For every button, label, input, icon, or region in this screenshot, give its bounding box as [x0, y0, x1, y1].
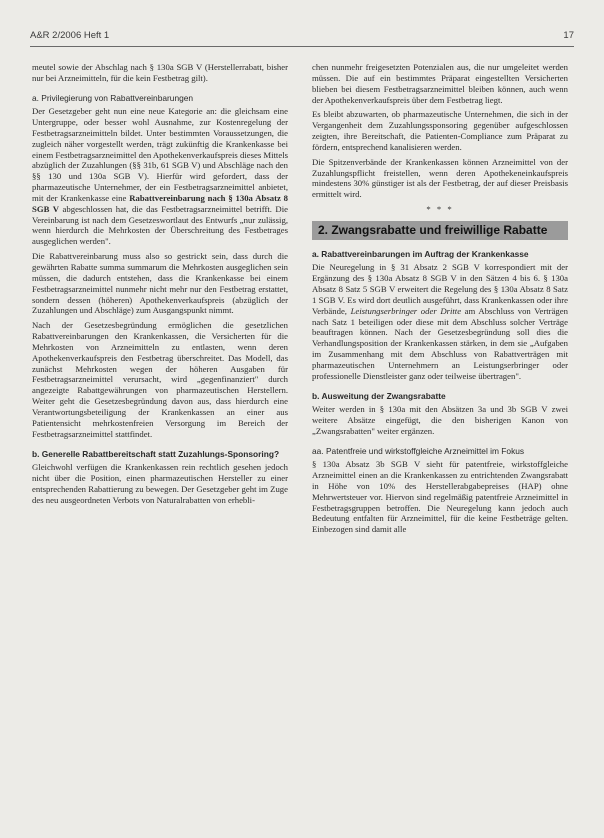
paragraph: chen nunmehr freigesetzten Potenzialen aus, die nur umgeleitet werden müssen. Die auf ein bestimmtes Präparat eingestellten Versicherten blieben bei diesem Festbetragsarzneimittel bleiben können, auch wenn der Apothekenverkaufspreis über dem Festbetrag liegt.: [312, 62, 568, 105]
paragraph: Die Rabattvereinbarung muss also so gestrickt sein, dass durch die gewährten Rabatte summa summarum die Mehrkosten ausgeglichen sein müssen, die dadurch entstehen, dass die Krankenkasse bei einem Festbetragsarzneimittel nunmehr nicht mehr nur den Festbetrag erstattet, sondern dessen (höheren) Apothekenverkaufspreis (abzüglich der Zuzahlungen und Abschläge) zum Ausgangspunkt nimmt.: [32, 251, 288, 316]
section-title: 2. Zwangsrabatte und freiwillige Rabatte: [312, 221, 568, 240]
paragraph: [312, 262, 568, 381]
subheading-b: b. Generelle Rabattbereitschaft statt Zuzahlungs-Sponsoring?: [32, 448, 280, 459]
text-run: am Abschluss von Verträgen nach Satz 1 beteiligen oder diese mit dem Abschluss solcher Verträge beauftragen können. Nach der Gesetzesbegründung soll dies die Verhandlungsposition der Krankenkassen stärken, in dem sie „Aufgaben im Zusammenhang mit dem Abschluss von Rabattverträgen mit pharmazeutischen Unternehmern an Leistungserbringer oder professionelle Dienstleister ganz oder teilweise übertragen".: [312, 305, 568, 381]
paragraph: § 130a Absatz 3b SGB V sieht für patentfreie, wirkstoffgleiche Arzneimittel einen an die Krankenkassen zu entrichtenden Zwangsrabatt in Höhe von 10% des Herstellerabgabepreises (HAP) ohne Mehrwertsteuer vor. Hiervon sind regelmäßig patentfreie Arzneimittel in Festbetragsgruppen betroffen. Die Neuregelung kann jedoch auch Bedeutung entfalten für Arzneimittel, für die keine Festbeträge gelten. Einbezogen sind damit alle: [312, 459, 568, 535]
paragraph: [32, 106, 288, 247]
text-run: abgeschlossen hat, die das Festbetragsarzneimittel betrifft. Die Vereinbarung ist nach dem Gesetzeswortlaut des Entwurfs „nur zulässig, wenn hierdurch die Mehrkosten der Überschreitung des Festbetrages ausgeglichen werden".: [32, 203, 288, 247]
text-run: Die Neuregelung in § 31 Absatz 2 SGB V korrespondiert mit der Ergänzung des § 130a Absatz 8 SGB V in den Sätzen 4 bis 6. § 130a Absatz 8 Satz 5 SGB V erweitert die Regelung des § 130a Absatz 8 Satz 1 SGB V. Es wird dort deutlich ausgeführt, dass Krankenkassen oder ihre Verbände,: [312, 262, 568, 316]
paragraph: Die Spitzenverbände der Krankenkassen können Arzneimittel von der Zuzahlungspflicht freistellen, wenn deren Apothekeneinkaufspreis mindestens 30% günstiger ist als der Festbetrag, der auf dieser Preisbasis ermittelt wird.: [312, 156, 568, 200]
journal-title: A&R 2/2006 Heft 1: [30, 30, 110, 41]
page-number: 17: [563, 30, 574, 41]
header-rule: [30, 46, 574, 47]
paragraph: Es bleibt abzuwarten, ob pharmazeutische Unternehmen, die sich in der Vergangenheit dem Zuzahlungssponsoring gegenüber aufgeschlossen zeigten, ihre Bereitschaft, die Patienten-Compliance zum Präparat zu fördern, entsprechend kanalisieren werden.: [312, 109, 568, 152]
right-column: [312, 62, 568, 539]
paragraph: Gleichwohl verfügen die Krankenkassen rein rechtlich gesehen jedoch nicht über die Position, einen pharmazeutischen Hersteller zu einer entsprechenden Rabattierung zu bewegen. Der Gesetzgeber geht im Zuge des neu ausgeordneten Verbots von Naturalrabatten von erhebli-: [32, 462, 288, 505]
paragraph: Nach der Gesetzesbegründung ermöglichen die gesetzlichen Rabattvereinbarungen den Krankenkassen, die Versicherten für die Mehrkosten von Arzneimitteln zu entlasten, wenn deren Apothekenverkaufspreis den Festbetrag überschreitet. Das Modell, das zunächst Mehrkosten wegen der höheren Ausgaben für Festbetragsarzneimittel verursacht, wird „gegenfinanziert" durch angezeigte Rabattgewährungen von pharmazeutischen Herstellern. Weiter geht die Gesetzesbegründung davon aus, dass hierdurch eine Verantwortungsbeteiligung der Krankenkassen an einer aus Patientensicht mehrkostenfreien Versorgung im Bereich der Festbetragsarzneimittel stattfindet.: [32, 320, 288, 439]
paragraph: Weiter werden in § 130a mit den Absätzen 3a und 3b SGB V zwei weitere Absätze eingefügt, die den bisherigen Kanon von „Zwangsrabatten" weiter ergänzen.: [312, 404, 568, 436]
subheading-aa: aa. Patentfreie und wirkstoffgleiche Arzneimittel im Fokus: [312, 445, 525, 456]
separator-stars: * * *: [426, 204, 454, 215]
subheading-a: a. Privilegierung von Rabattvereinbarungen: [32, 92, 194, 103]
text-run: Der Gesetzgeber geht nun eine neue Kategorie an: die gleichsam eine Untergruppe, oder besser wohl Ausnahme, zur Kostenregelung der Festbetragsarzneimitteln bildet. Unter bestimmten Voraussetzungen, die zugleich näher vorgestellt werden, trägt zukünftig die Krankenkasse bei einem Festbetragsarzneimittel den Apothekenverkaufspreis dieses Mittels abzüglich der Zuzahlungen (§§ 31b, 61 SGB V) und Abschläge nach den §§ 130 und 130a SGB V). Hierfür wird gefordert, dass der pharmazeutische Unternehmer, der ein Festbetragsarzneimittel anbietet, mit der Krankenkasse eine: [32, 106, 288, 203]
subheading-a: a. Rabattvereinbarungen im Auftrag der Krankenkasse: [312, 248, 529, 259]
italic-text: Leistungserbringer oder Dritte: [350, 305, 462, 316]
bold-text: Rabattvereinbarung nach § 130a Absatz 8 SGB V: [32, 192, 288, 214]
paragraph: meutel sowie der Abschlag nach § 130a SGB V (Herstellerrabatt, bisher nur bei Arzneimitteln, für die kein Festbetrag gilt).: [32, 62, 288, 83]
left-column: [32, 62, 288, 509]
subheading-b: b. Ausweitung der Zwangsrabatte: [312, 390, 446, 401]
